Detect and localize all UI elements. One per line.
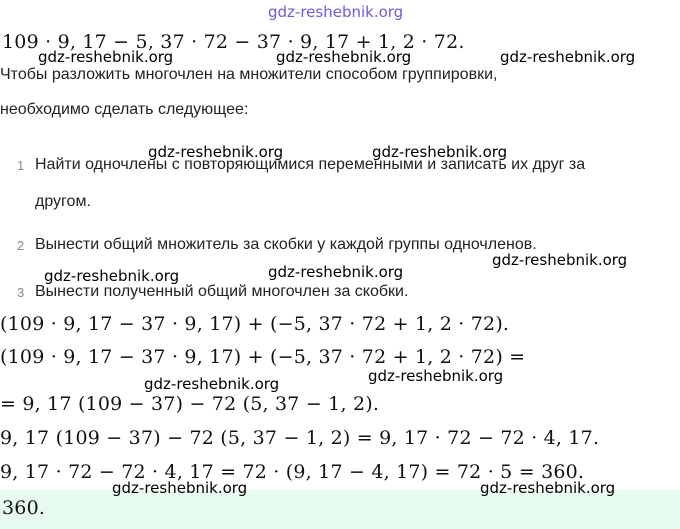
watermark: gdz-reshebnik.org: [148, 143, 284, 161]
solution-line-1: (109 · 9, 17 − 37 · 9, 17) + (−5, 37 · 72 + 1, 2 · 72).: [0, 313, 510, 335]
watermark: gdz-reshebnik.org: [368, 367, 504, 385]
watermark: gdz-reshebnik.org: [372, 143, 508, 161]
watermark: gdz-reshebnik.org: [500, 48, 636, 66]
step-3-number: 3: [17, 285, 25, 300]
watermark: gdz-reshebnik.org: [480, 479, 616, 497]
watermark: gdz-reshebnik.org: [38, 48, 174, 66]
step-1-text: Найти одночлены с повторяющимися переменными и записать их друг за: [35, 156, 586, 173]
step-3-text: Вынести полученный общий многочлен за скобки.: [35, 283, 409, 300]
intro-line-2: необходимо сделать следующее:: [0, 101, 249, 118]
solution-line-4: 9, 17 (109 − 37) − 72 (5, 37 − 1, 2) = 9, 17 · 72 − 72 · 4, 17.: [0, 427, 600, 449]
solution-line-5: 9, 17 · 72 − 72 · 4, 17 = 72 · (9, 17 − 4, 17) = 72 · 5 = 360.: [0, 461, 585, 483]
watermark: gdz-reshebnik.org: [112, 479, 248, 497]
step-2-number: 2: [17, 238, 25, 253]
step-2-text: Вынести общий множитель за скобки у каждой группы одночленов.: [35, 236, 537, 253]
solution-line-2: (109 · 9, 17 − 37 · 9, 17) + (−5, 37 · 72 + 1, 2 · 72) =: [0, 346, 526, 368]
watermark: gdz-reshebnik.org: [492, 251, 628, 269]
step-1-text-cont: другом.: [35, 193, 91, 210]
intro-line-1: Чтобы разложить многочлен на множители способом группировки,: [0, 66, 498, 83]
watermark: gdz-reshebnik.org: [276, 48, 412, 66]
watermark: gdz-reshebnik.org: [44, 267, 180, 285]
task-expression: 109 · 9, 17 − 5, 37 · 72 − 37 · 9, 17 + 1, 2 · 72.: [2, 31, 465, 53]
answer-value: 360.: [2, 497, 46, 519]
solution-line-3: = 9, 17 (109 − 37) − 72 (5, 37 − 1, 2).: [0, 393, 380, 415]
step-1-number: 1: [17, 158, 25, 173]
watermark-top: gdz-reshebnik.org: [268, 3, 404, 21]
watermark: gdz-reshebnik.org: [268, 263, 404, 281]
watermark: gdz-reshebnik.org: [144, 375, 280, 393]
